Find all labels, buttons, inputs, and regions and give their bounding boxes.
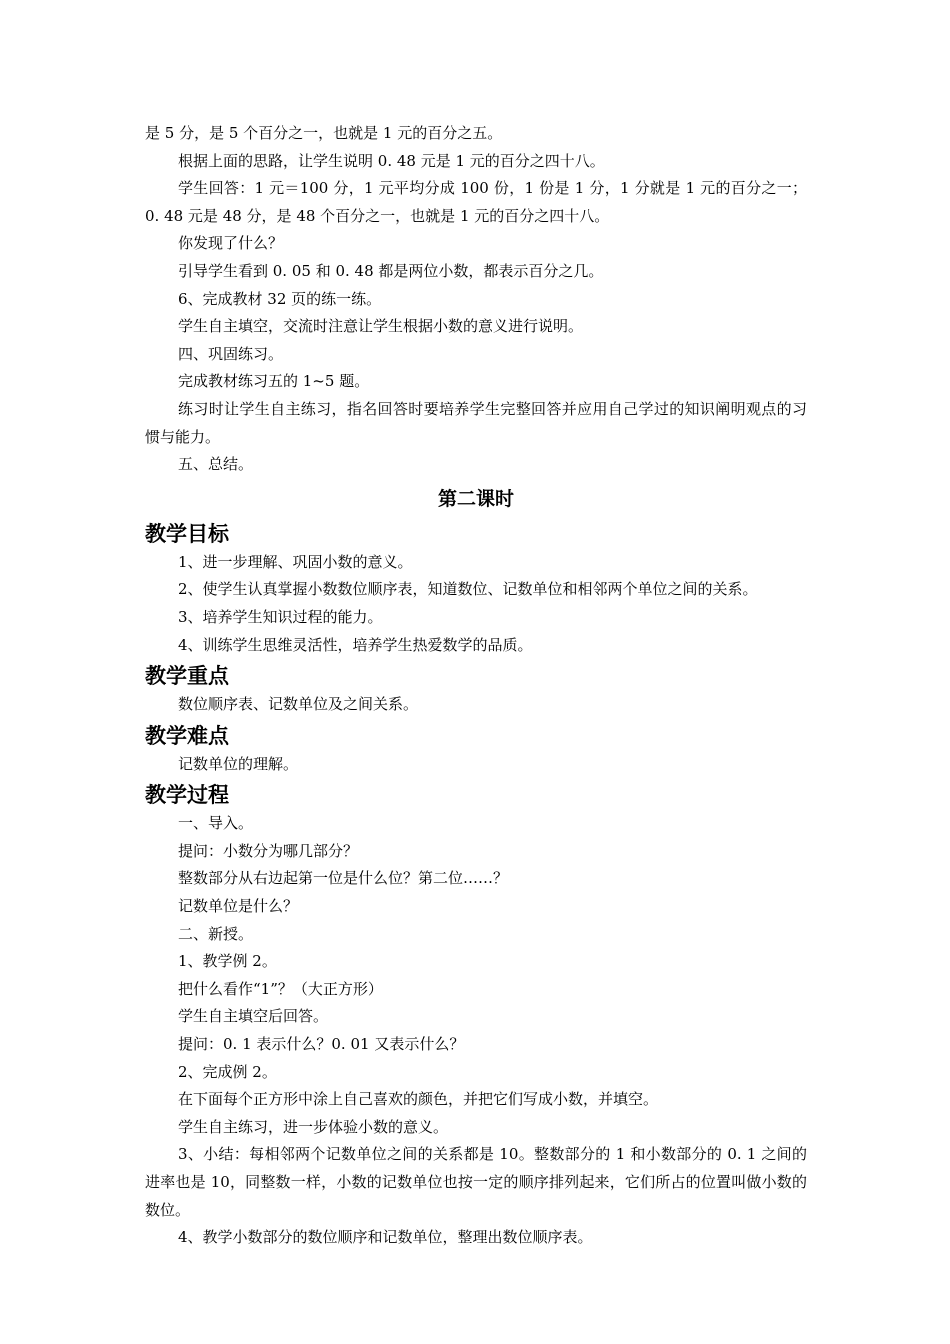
document-page <box>145 120 807 1252</box>
lesson-title: 第二课时 <box>437 487 514 510</box>
paragraph: 完成教材练习五的 1~5 题。 <box>178 372 370 391</box>
key-text: 数位顺序表、记数单位及之间关系。 <box>178 695 419 714</box>
process-item: 整数部分从右边起第一位是什么位？第二位……？ <box>178 869 509 888</box>
process-item: 把什么看作“1”？（大正方形） <box>178 979 383 998</box>
paragraph: 练习时让学生自主练习，指名回答时要培养学生完整回答并应用自己学过的知识阐明观点的习惯与能力。 <box>145 399 807 446</box>
paragraph: 四、巩固练习。 <box>178 344 284 363</box>
paragraph: 你发现了什么？ <box>178 234 284 253</box>
goals-heading: 教学目标 <box>145 521 229 546</box>
process-heading: 教学过程 <box>145 783 229 808</box>
goal-item: 4、训练学生思维灵活性，培养学生热爱数学的品质。 <box>178 635 533 654</box>
paragraph: 6、完成教材 32 页的练一练。 <box>178 289 382 308</box>
paragraph: 根据上面的思路，让学生说明 0. 48 元是 1 元的百分之四十八。 <box>178 151 605 170</box>
process-item: 学生自主练习，进一步体验小数的意义。 <box>178 1117 449 1136</box>
process-item: 提问：0. 1 表示什么？0. 01 又表示什么？ <box>178 1035 465 1054</box>
difficulty-text: 记数单位的理解。 <box>178 754 299 773</box>
process-item: 记数单位是什么？ <box>178 897 299 916</box>
process-item: 学生自主填空后回答。 <box>178 1007 329 1026</box>
paragraph: 学生回答：1 元＝100 分，1 元平均分成 100 份，1 份是 1 分，1 分就是 1 元的百分之一；0. 48 元是 48 分，是 48 个百分之一，也就是 1 元的百分之四十八。 <box>145 179 807 225</box>
goal-item: 2、使学生认真掌握小数数位顺序表，知道数位、记数单位和相邻两个单位之间的关系。 <box>178 580 758 599</box>
paragraph: 是 5 分，是 5 个百分之一，也就是 1 元的百分之五。 <box>145 124 503 142</box>
paragraph: 学生自主填空，交流时注意让学生根据小数的意义进行说明。 <box>178 317 584 336</box>
process-item: 1、教学例 2。 <box>178 952 277 971</box>
process-item: 二、新授。 <box>178 924 254 943</box>
paragraph: 五、总结。 <box>178 455 254 474</box>
process-item: 3、小结：每相邻两个记数单位之间的关系都是 10。整数部分的 1 和小数部分的 0. 1 之间的进率也是 10，同整数一样，小数的记数单位也按一定的顺序排列起来，它们所占的位置叫做小数的数位。 <box>145 1145 807 1219</box>
process-item: 一、导入。 <box>178 814 254 833</box>
process-item: 4、教学小数部分的数位顺序和记数单位，整理出数位顺序表。 <box>178 1228 593 1247</box>
difficulty-heading: 教学难点 <box>145 723 229 748</box>
process-item: 提问：小数分为哪几部分？ <box>178 841 359 860</box>
key-heading: 教学重点 <box>145 664 229 689</box>
goal-item: 3、培养学生知识过程的能力。 <box>178 607 383 626</box>
goal-item: 1、进一步理解、巩固小数的意义。 <box>178 552 413 571</box>
process-item: 2、完成例 2。 <box>178 1062 277 1081</box>
paragraph: 引导学生看到 0. 05 和 0. 48 都是两位小数，都表示百分之几。 <box>178 261 604 280</box>
process-item: 在下面每个正方形中涂上自己喜欢的颜色，并把它们写成小数，并填空。 <box>178 1090 659 1109</box>
